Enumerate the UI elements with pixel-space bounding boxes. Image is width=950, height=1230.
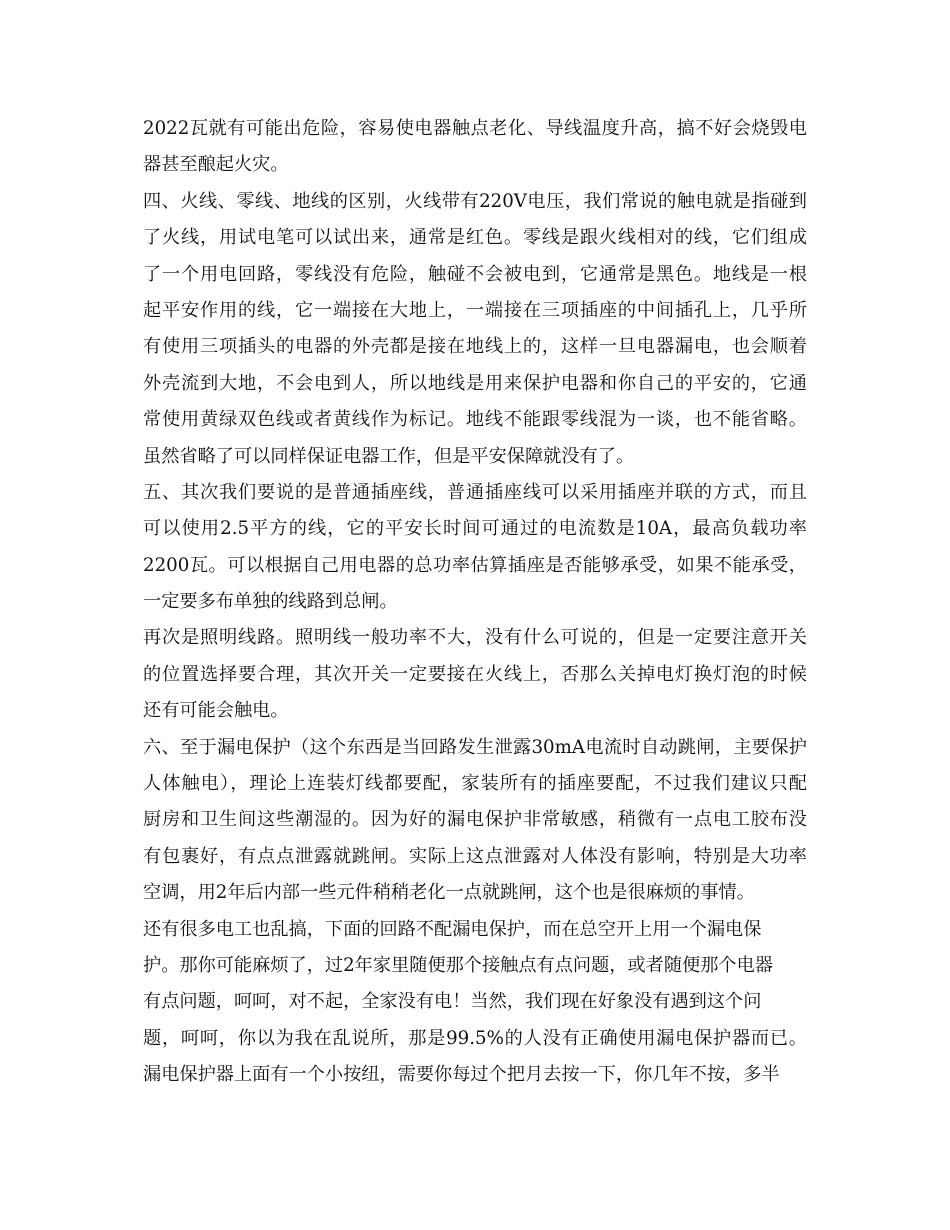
text-line: 外壳流到大地，不会电到人，所以地线是用来保护电器和你自己的平安的，它通 <box>143 372 807 394</box>
text-line: 一定要多布单独的线路到总闸。 <box>143 591 398 613</box>
text-line: 虽然省略了可以同样保证电器工作，但是平安保障就没有了。 <box>143 445 635 467</box>
text-line: 还有可能会触电。 <box>143 700 289 722</box>
text-line: 常使用黄绿双色线或者黄线作为标记。地线不能跟零线混为一谈，也不能省略。 <box>143 409 807 431</box>
text-line: 器甚至酿起火灾。 <box>143 154 289 176</box>
text-line: 了一个用电回路，零线没有危险，触碰不会被电到，它通常是黑色。地线是一根 <box>143 263 807 285</box>
text-line: 护。那你可能麻烦了，过2年家里随便那个接触点有点问题，或者随便那个电器 <box>143 954 773 976</box>
text-line: 厨房和卫生间这些潮湿的。因为好的漏电保护非常敏感，稍微有一点电工胶布没 <box>143 809 807 831</box>
text-line: 还有很多电工也乱搞，下面的回路不配漏电保护，而在总空开上用一个漏电保 <box>143 918 762 940</box>
text-line: 有点问题，呵呵，对不起，全家没有电！当然，我们现在好象没有遇到这个问 <box>143 991 762 1013</box>
text-line: 五、其次我们要说的是普通插座线，普通插座线可以采用插座并联的方式，而且 <box>143 481 807 503</box>
text-line: 的位置选择要合理，其次开关一定要接在火线上，否那么关掉电灯换灯泡的时候 <box>143 663 807 685</box>
text-line: 有使用三项插头的电器的外壳都是接在地线上的，这样一旦电器漏电，也会顺着 <box>143 336 807 358</box>
text-line: 有包裹好，有点点泄露就跳闸。实际上这点泄露对人体没有影响，特别是大功率 <box>143 845 807 867</box>
document-body <box>143 111 807 1094</box>
text-line: 漏电保护器上面有一个小按纽，需要你每过个把月去按一下，你几年不按，多半 <box>143 1064 780 1086</box>
text-line: 六、至于漏电保护（这个东西是当回路发生泄露30mA电流时自动跳闸，主要保护 <box>143 736 807 758</box>
text-line: 人体触电），理论上连装灯线都要配，家装所有的插座要配，不过我们建议只配 <box>143 773 807 795</box>
text-line: 起平安作用的线，它一端接在大地上，一端接在三项插座的中间插孔上，几乎所 <box>143 299 807 321</box>
text-line: 四、火线、零线、地线的区别，火线带有220V电压，我们常说的触电就是指碰到 <box>143 190 807 212</box>
text-line: 可以使用2.5平方的线，它的平安长时间可通过的电流数是10A，最高负载功率 <box>143 518 807 540</box>
text-line: 空调，用2年后内部一些元件稍稍老化一点就跳闸，这个也是很麻烦的事情。 <box>143 882 755 904</box>
text-line: 题，呵呵，你以为我在乱说所，那是99.5%的人没有正确使用漏电保护器而已。 <box>143 1027 807 1049</box>
text-line: 2200瓦。可以根据自己用电器的总功率估算插座是否能够承受，如果不能承受， <box>143 554 807 576</box>
text-line: 再次是照明线路。照明线一般功率不大，没有什么可说的，但是一定要注意开关 <box>143 627 807 649</box>
text-line: 了火线，用试电笔可以试出来，通常是红色。零线是跟火线相对的线，它们组成 <box>143 227 807 249</box>
text-line: 2022瓦就有可能出危险，容易使电器触点老化、导线温度升高，搞不好会烧毁电 <box>143 118 807 139</box>
